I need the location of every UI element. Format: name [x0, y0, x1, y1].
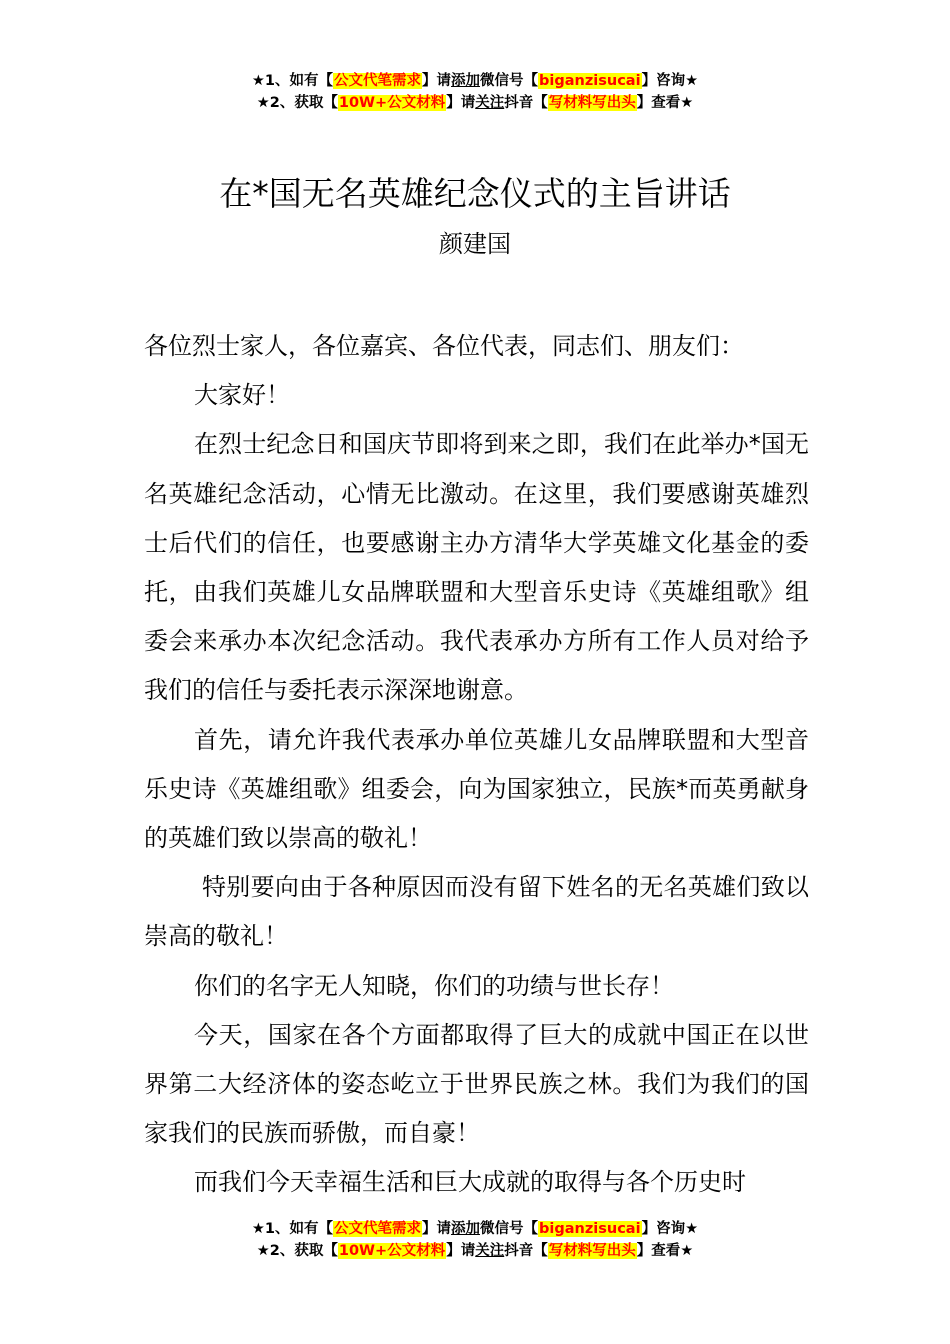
banner-line-1	[0, 70, 950, 92]
banner-text: 】请	[422, 73, 452, 89]
banner-text: 】请	[446, 1243, 476, 1259]
banner-underline: 关注	[475, 95, 505, 111]
banner-highlight: 写材料写出头	[548, 95, 636, 111]
banner-highlight: biganzisucai	[539, 1221, 641, 1237]
star-icon: ★	[685, 73, 699, 89]
document-title: 在*国无名英雄纪念仪式的主旨讲话	[219, 174, 731, 213]
footer-banner	[0, 1218, 950, 1262]
paragraph: 在烈士纪念日和国庆节即将到来之即，我们在此举办*国无名英雄纪念活动，心情无比激动。在这里，我们要感谢英雄烈士后代们的信任，也要感谢主办方清华大学英雄文化基金的委托，由我们英雄儿女品牌联盟和大型音乐史诗《英雄组歌》组委会来承办本次纪念活动。我代表承办方所有工作人员对给予我们的信任与委托表示深深地谢意。	[144, 430, 809, 705]
banner-underline: 关注	[475, 1243, 505, 1259]
star-icon: ★	[680, 1243, 694, 1259]
document-author: 颜建国	[439, 230, 511, 258]
paragraph: 特别要向由于各种原因而没有留下姓名的无名英雄们致以崇高的敬礼！	[144, 873, 809, 951]
banner-underline: 添加	[451, 1221, 481, 1237]
paragraph: 你们的名字无人知晓，你们的功绩与世长存！	[194, 971, 674, 1000]
star-icon: ★	[256, 1243, 270, 1259]
banner-highlight: biganzisucai	[539, 73, 641, 89]
paragraph: 大家好！	[194, 381, 290, 410]
paragraph: 今天，国家在各个方面都取得了巨大的成就中国正在以世界第二大经济体的姿态屹立于世界民族之林。我们为我们的国家我们的民族而骄傲，而自豪！	[144, 1020, 809, 1148]
document-body	[144, 322, 809, 1208]
banner-highlight: 10W+公文材料	[338, 1243, 446, 1259]
star-icon: ★	[251, 1221, 265, 1237]
banner-text: 】查看	[636, 1243, 681, 1259]
banner-text: 2、获取【	[269, 95, 338, 111]
banner-text: 】请	[446, 95, 476, 111]
star-icon: ★	[685, 1221, 699, 1237]
star-icon: ★	[680, 95, 694, 111]
banner-highlight: 写材料写出头	[548, 1243, 636, 1259]
banner-text: 2、获取【	[269, 1243, 338, 1259]
banner-highlight: 公文代笔需求	[334, 73, 422, 89]
banner-text: 】咨询	[641, 1221, 686, 1237]
banner-text: 】咨询	[641, 73, 686, 89]
banner-text: 】请	[422, 1221, 452, 1237]
banner-highlight: 10W+公文材料	[338, 95, 446, 111]
banner-line-2	[0, 1240, 950, 1262]
banner-text: 抖音【	[504, 95, 548, 111]
star-icon: ★	[251, 73, 265, 89]
banner-text: 1、如有【	[264, 1221, 334, 1237]
banner-text: 微信号【	[480, 73, 539, 89]
banner-highlight: 公文代笔需求	[334, 1221, 422, 1237]
banner-text: 1、如有【	[264, 73, 334, 89]
paragraph: 首先，请允许我代表承办单位英雄儿女品牌联盟和大型音乐史诗《英雄组歌》组委会，向为国家独立，民族*而英勇献身的英雄们致以崇高的敬礼！	[144, 725, 809, 853]
banner-line-2	[0, 92, 950, 114]
paragraph-salutation: 各位烈士家人，各位嘉宾、各位代表，同志们、朋友们：	[144, 332, 744, 360]
banner-text: 抖音【	[504, 1243, 548, 1259]
header-banner	[0, 70, 950, 114]
banner-line-1	[0, 1218, 950, 1240]
banner-text: 微信号【	[480, 1221, 539, 1237]
paragraph: 而我们今天幸福生活和巨大成就的取得与各个历史时	[194, 1168, 746, 1197]
star-icon: ★	[256, 95, 270, 111]
banner-underline: 添加	[451, 73, 481, 89]
banner-text: 】查看	[636, 95, 681, 111]
